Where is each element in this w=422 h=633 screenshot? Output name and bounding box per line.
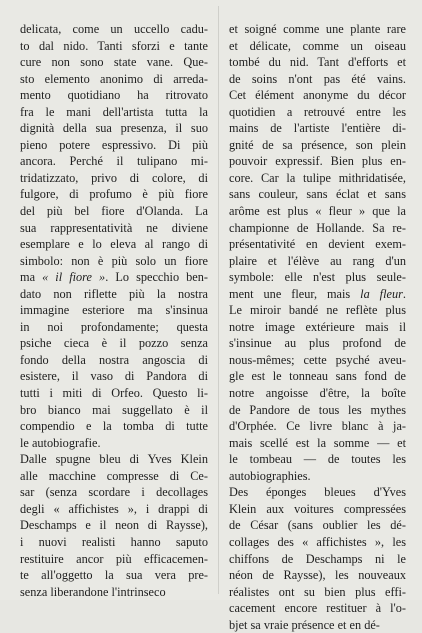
- text-line: quotidien a retrouvé entre les: [229, 104, 406, 119]
- text-line: cure non sono state vane. Que-: [20, 55, 208, 70]
- text-line: pouvoir expressif. Bien plus en-: [229, 154, 406, 169]
- french-text-column: [229, 21, 406, 633]
- text-line: immagine esteriore ma s'insinua: [20, 303, 208, 318]
- text-line: core. Car la tulipe mithridatisée,: [229, 170, 406, 185]
- text-line: et délicate, comme un oiseau: [229, 38, 406, 53]
- text-line: senza liberandone l'intrinseco: [20, 584, 166, 599]
- text-line: chiffons de Deschamps ni le: [229, 551, 406, 566]
- text-line: pieno potere espressivo. Di più: [20, 137, 208, 152]
- text-line: gnité de sa présence, son plein: [229, 137, 406, 152]
- text-line: notre angoisse d'être, la boîte: [229, 386, 406, 401]
- text-line: ment une fleur, mais la fleur.: [229, 286, 406, 301]
- text-line: mains de l'artiste l'entière di-: [229, 121, 406, 136]
- text-line: fondo della nostra angoscia di: [20, 352, 208, 367]
- text-line: dato non riflette più la nostra: [20, 286, 208, 301]
- text-line: tombé du nid. Tant d'efforts et: [229, 55, 406, 70]
- text-line: de César (sans oublier les dé-: [229, 518, 406, 533]
- text-line: in noi profondamente; questa: [20, 319, 208, 334]
- text-line: ma « il fiore ». Lo specchio ben-: [20, 270, 209, 285]
- text-line: restituire ancor più efficacemen-: [20, 551, 208, 566]
- text-line: notre image extérieure mais il: [229, 319, 406, 334]
- text-line: i nuovi realisti hanno saputo: [20, 534, 208, 549]
- text-line: dignità della sua presenza, il suo: [20, 121, 208, 136]
- text-line: le tombeau — de toutes les: [229, 452, 406, 467]
- text-line: esistere, il vaso di Pandora di: [20, 369, 208, 384]
- text-line: plaire et l'élève au rang d'un: [229, 253, 406, 268]
- text-line: Deschamps e il neon di Raysse),: [20, 518, 208, 533]
- text-line: s'insinue au plus profond de: [229, 336, 406, 351]
- text-line: bjet sa vraie présence et en dé-: [229, 617, 380, 632]
- text-line: gle est le tonneau sans fond de: [229, 369, 406, 384]
- text-line: Dalle spugne bleu di Yves Klein: [20, 452, 208, 467]
- text-line: et soigné comme une plante rare: [229, 22, 406, 36]
- text-line: sans couleur, sans éclat et sans: [229, 187, 406, 202]
- text-line: Des éponges bleues d'Yves: [229, 485, 406, 500]
- text-line: fra le mani dell'artista tutta la: [20, 104, 208, 119]
- text-line: néon de Raysse), les nouveaux: [229, 568, 406, 583]
- text-line: de Pandore de tous les mythes: [229, 402, 406, 417]
- text-line: sua rappresentatività ne diviene: [20, 220, 208, 235]
- text-line: to dal nido. Tanti sforzi e tante: [20, 38, 208, 53]
- text-line: tridatizzato, privo di colore, di: [20, 170, 208, 185]
- text-line: tutti i miti di Orfeo. Questo li-: [20, 386, 208, 401]
- text-line: psiche cieca è il pozzo senza: [20, 336, 208, 351]
- column-gutter: [218, 6, 219, 594]
- text-line: bro bianco mai suggellato è il: [20, 402, 208, 417]
- text-line: delicata, come un uccello cadu-: [20, 22, 208, 36]
- text-line: réalistes ont su bien plus effi-: [229, 584, 406, 599]
- text-line: arôme est plus « fleur » que la: [229, 204, 406, 219]
- text-line: Klein aux voitures compressées: [229, 501, 406, 516]
- italian-text-column: [20, 21, 208, 600]
- text-line: degli « affichistes », i drappi di: [20, 501, 208, 516]
- text-line: d'Orphée. Ce livre blanc à ja-: [229, 419, 406, 434]
- text-line: Le miroir bandé ne reflète plus: [229, 303, 406, 318]
- text-line: fulgore, di profumo è più fiore: [20, 187, 208, 202]
- text-line: simbolo: non è più solo un fiore: [20, 253, 208, 268]
- text-line: nous-mêmes; cette psyché aveu-: [229, 352, 406, 367]
- text-line: symbole: elle n'est plus seule-: [229, 270, 406, 285]
- text-line: mais scellé est la somme — et: [229, 435, 406, 450]
- text-line: collages des « affichistes », les: [229, 534, 406, 549]
- text-line: le autobiografie.: [20, 435, 101, 450]
- text-line: mento quotidiano ha ritrovato: [20, 88, 208, 103]
- text-line: alle macchine compresse di Ce-: [20, 468, 208, 483]
- text-line: présentativité en devient exem-: [229, 237, 406, 252]
- text-line: autobiographies.: [229, 468, 311, 483]
- text-line: championne de Hollande. Sa re-: [229, 220, 406, 235]
- text-line: de soins n'ont pas été vains.: [229, 71, 406, 86]
- text-line: Cet élément anonyme du décor: [229, 88, 406, 103]
- text-line: sto elemento anonimo di arreda-: [20, 71, 208, 86]
- text-line: compendio e la tomba di tutte: [20, 419, 208, 434]
- text-line: esemplare e lo eleva al rango di: [20, 237, 208, 252]
- text-line: cacement encore restituer à l'o-: [229, 601, 406, 616]
- text-line: ancora. Perché il tulipano mi-: [20, 154, 208, 169]
- text-line: sar (senza scordare i decollages: [20, 485, 208, 500]
- text-line: te all'oggetto la sua vera pre-: [20, 568, 208, 583]
- text-line: del più bel fiore d'Olanda. La: [20, 204, 208, 219]
